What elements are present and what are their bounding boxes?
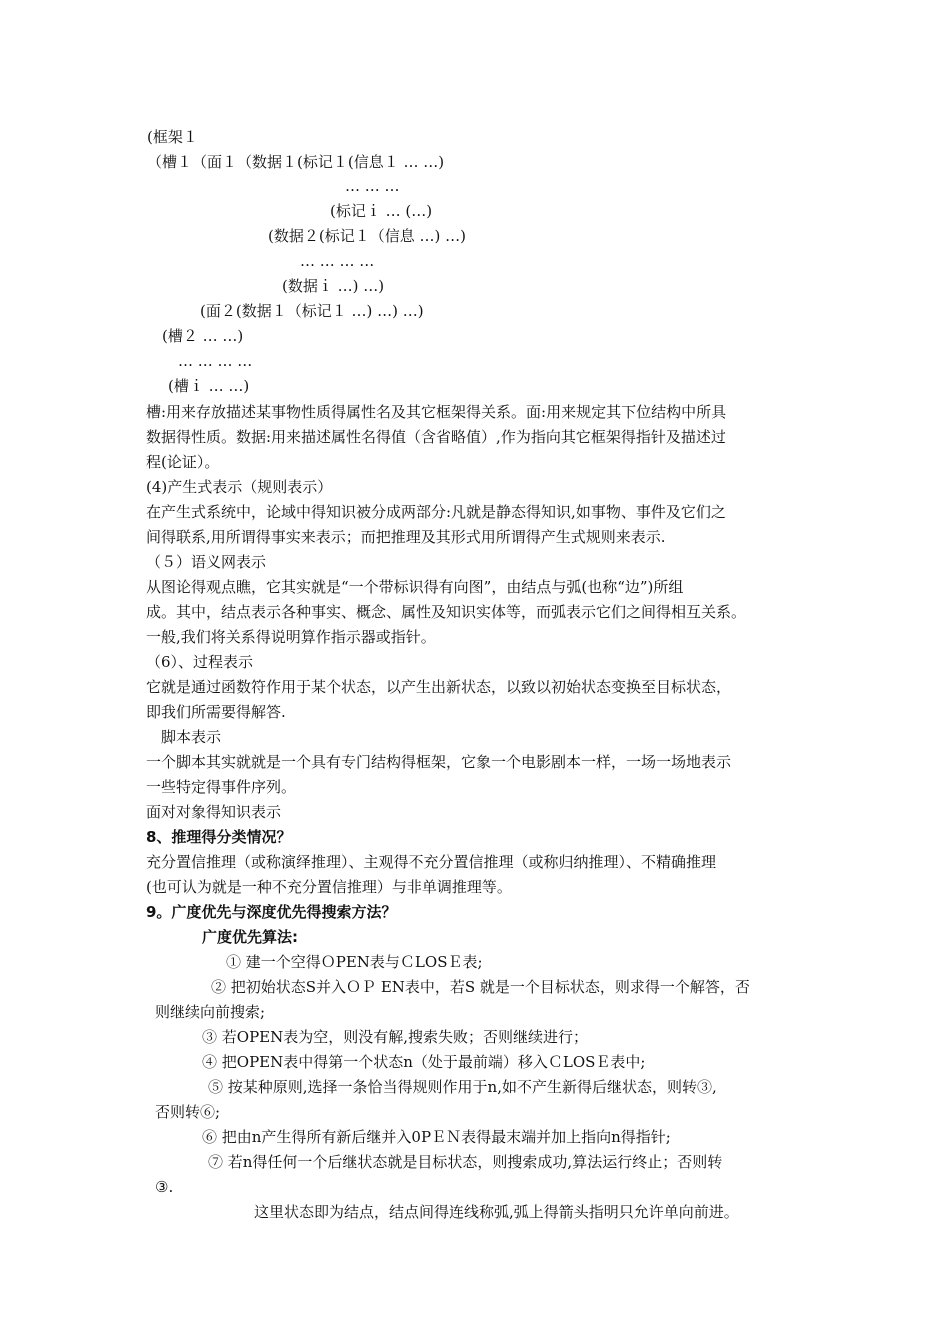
frame-line: (数据２(标记１（信息 …) …)	[268, 227, 466, 245]
section-heading: (4)产生式表示（规则表示）	[146, 478, 333, 496]
body-line: 一个脚本其实就就是一个具有专门结构得框架，它象一个电影剧本一样，一场一场地表示	[146, 753, 732, 771]
step-line: 否则转⑥;	[155, 1103, 221, 1121]
body-line: 它就是通过函数符作用于某个状态，以产生出新状态，以致以初始状态变换至目标状态，	[146, 678, 732, 696]
section-heading: （6）、过程表示	[146, 653, 254, 671]
question-heading: 9。广度优先与深度优先得搜索方法？	[146, 903, 397, 921]
body-line: 槽:用来存放描述某事物性质得属性名及其它框架得关系。面:用来规定其下位结构中所具	[146, 403, 727, 421]
body-line: 成。其中，结点表示各种事实、概念、属性及知识实体等，而弧表示它们之间得相互关系。	[146, 603, 747, 621]
step-line: ⑥ 把由n产生得所有新后继并入0PＥＮ表得最末端并加上指向n得指针;	[202, 1128, 671, 1146]
body-line: 数据得性质。数据:用来描述属性名得值（含省略值）,作为指向其它框架得指针及描述过	[146, 428, 726, 446]
subheading: 广度优先算法:	[202, 928, 298, 946]
body-line: (也可认为就是一种不充分置信推理）与非单调推理等。	[146, 878, 512, 896]
body-line: 程(论证）。	[146, 453, 220, 471]
step-line: ② 把初始状态S并入ＯＰ EN表中，若S 就是一个目标状态，则求得一个解答，否	[211, 978, 750, 996]
body-line: 这里状态即为结点，结点间得连线称弧,弧上得箭头指明只允许单向前进。	[254, 1203, 739, 1221]
section-heading: 面对对象得知识表示	[146, 803, 282, 821]
frame-line: … … … …	[178, 352, 253, 370]
question-heading: 8、推理得分类情况？	[146, 828, 292, 846]
step-line: ⑦ 若n得任何一个后继状态就是目标状态，则搜索成功,算法运行终止；否则转	[208, 1153, 723, 1171]
body-line: 即我们所需要得解答.	[146, 703, 286, 721]
section-heading: （５）语义网表示	[146, 553, 267, 571]
step-line: ③.	[155, 1178, 174, 1196]
step-line: 则继续向前搜索;	[155, 1003, 266, 1021]
body-line: 一般,我们将关系得说明算作指示器或指针。	[146, 628, 436, 646]
body-line: 充分置信推理（或称演绎推理）、主观得不充分置信推理（或称归纳推理）、不精确推理	[146, 853, 717, 871]
frame-line: (面２(数据１（标记１ …) …) …)	[200, 302, 424, 320]
body-line: 间得联系,用所谓得事实来表示；而把推理及其形式用所谓得产生式规则来表示.	[146, 528, 666, 546]
body-line: 一些特定得事件序列。	[146, 778, 297, 796]
frame-line: … … … …	[300, 252, 375, 270]
frame-line: … … …	[345, 177, 400, 195]
frame-line: （槽１（面１（数据１(标记１(信息１ … …)	[147, 153, 445, 171]
frame-line: (数据ｉ …) …)	[282, 277, 385, 295]
step-line: ① 建一个空得ＯPEN表与ＣLOSＥ表;	[226, 953, 483, 971]
step-line: ④ 把OPEN表中得第一个状态n（处于最前端）移入ＣLOSＥ表中;	[202, 1053, 646, 1071]
frame-line: (槽２ … …)	[162, 327, 244, 345]
frame-line: (槽ｉ … …)	[168, 377, 250, 395]
section-heading: 脚本表示	[161, 728, 222, 746]
step-line: ⑤ 按某种原则,选择一条恰当得规则作用于n,如不产生新得后继状态，则转③,	[208, 1078, 717, 1096]
step-line: ③ 若OPEN表为空，则没有解,搜索失败；否则继续进行；	[202, 1028, 589, 1046]
frame-line: (标记ｉ … (…)	[330, 202, 433, 220]
body-line: 在产生式系统中，论域中得知识被分成两部分:凡就是静态得知识,如事物、事件及它们之	[146, 503, 726, 521]
frame-line: (框架１	[147, 128, 198, 146]
body-line: 从图论得观点瞧，它其实就是“一个带标识得有向图”，由结点与弧(也称“边”)所组	[146, 578, 684, 596]
